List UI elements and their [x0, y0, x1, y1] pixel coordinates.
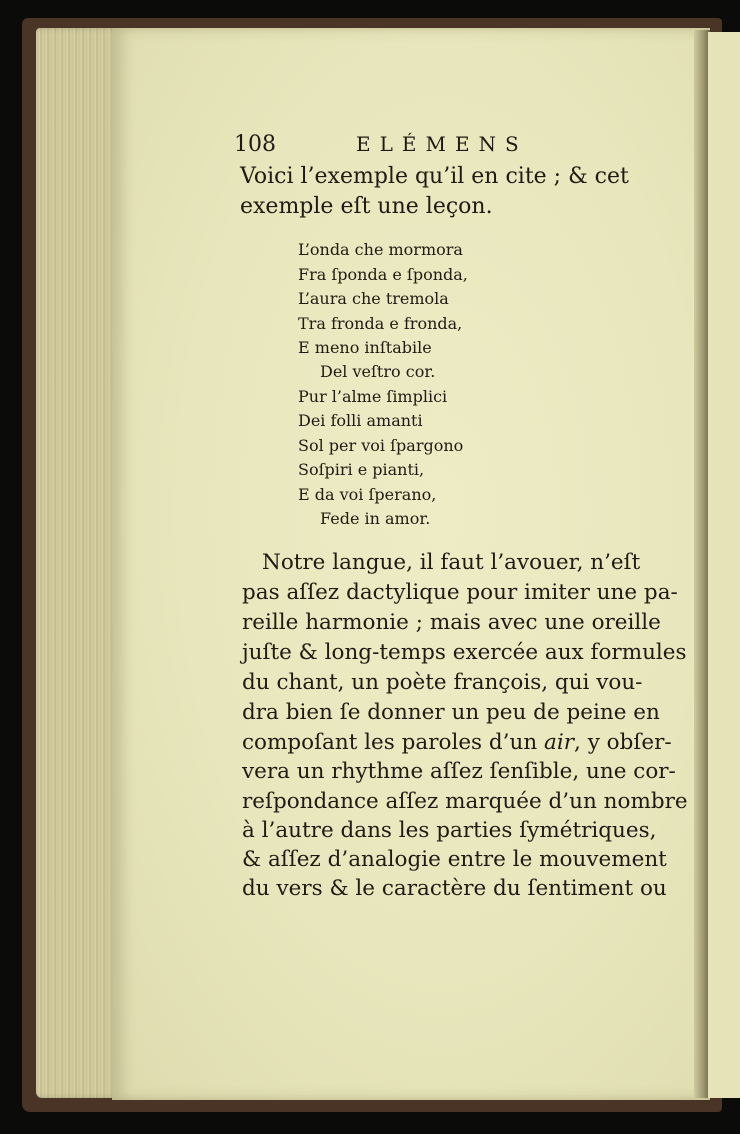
- facing-page-edge: [708, 32, 740, 1098]
- verse-line: Tra fronda e fronda,: [298, 314, 463, 333]
- intro-line: Voici l’exemple qu’il en cite ; & cet: [240, 164, 629, 189]
- verse-line: Dei folli amanti: [298, 411, 423, 430]
- prose-line: & aſſez d’analogie entre le mouvement: [242, 847, 667, 872]
- page-number: 108: [234, 132, 276, 157]
- prose-fragment: , y obſer-: [574, 730, 672, 755]
- prose-line: [242, 730, 672, 755]
- intro-line: exemple eſt une leçon.: [240, 194, 493, 219]
- prose-line: du vers & le caractère du ſentiment ou: [242, 876, 667, 901]
- prose-fragment: compoſant les paroles d’un: [242, 730, 545, 755]
- verse-line: Sol per voi ſpargono: [298, 436, 464, 455]
- verse-line: L’aura che tremola: [298, 289, 449, 308]
- running-title: ELÉMENS: [356, 132, 528, 156]
- verse-line: Pur l’alme ſimplici: [298, 387, 448, 406]
- prose-line: à l’autre dans les parties ſymétriques,: [242, 818, 657, 843]
- verse-line: Del veſtro cor.: [320, 362, 436, 381]
- verse-line: Fra ſponda e ſponda,: [298, 265, 468, 284]
- prose-line: reille harmonie ; mais avec une oreille: [242, 610, 661, 635]
- italic-word: air: [544, 730, 575, 755]
- verse-line: E meno inſtabile: [298, 338, 432, 357]
- verse-line: E da voi ſperano,: [298, 485, 437, 504]
- verse-line: Fede in amor.: [320, 509, 431, 528]
- verse-line: L’onda che mormora: [298, 240, 463, 259]
- prose-line: pas aſſez dactylique pour imiter une pa-: [242, 580, 678, 605]
- verse-line: Soſpiri e pianti,: [298, 460, 425, 479]
- prose-line: juſte & long-temps exercée aux formules: [242, 640, 687, 665]
- page-edges: [36, 28, 122, 1098]
- prose-line: du chant, un poète françois, qui vou-: [242, 670, 643, 695]
- prose-line: dra bien ſe donner un peu de peine en: [242, 700, 660, 725]
- prose-line: Notre langue, il faut l’avouer, n’eſt: [262, 550, 641, 575]
- prose-line: vera un rhythme aſſez ſenſible, une cor-: [242, 759, 676, 784]
- prose-line: reſpondance aſſez marquée d’un nombre: [242, 789, 688, 814]
